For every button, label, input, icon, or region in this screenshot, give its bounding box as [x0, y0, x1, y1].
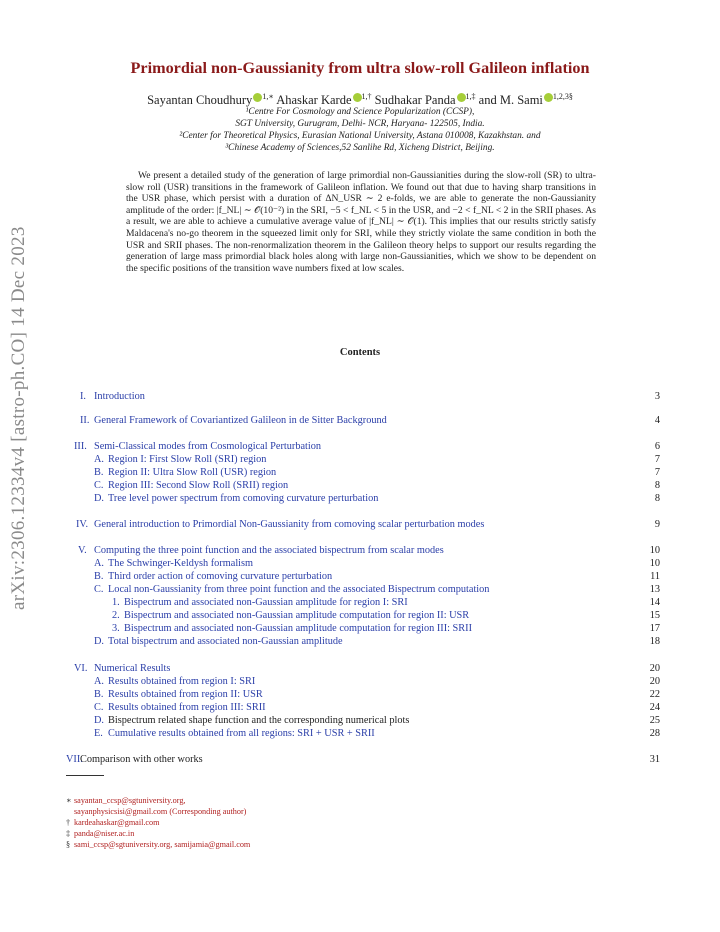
toc-entry[interactable]: [0, 635, 720, 648]
toc-label[interactable]: The Schwinger-Keldysh formalism: [108, 558, 254, 569]
toc-number: A.: [94, 558, 105, 569]
author-name: Ahaskar Karde: [276, 93, 352, 108]
author-sup: 1,∗: [262, 92, 274, 101]
toc-number: V.: [78, 545, 87, 556]
toc-page-number: 15: [649, 610, 660, 621]
toc-page-number: 11: [650, 571, 660, 582]
footnote-email-link[interactable]: kardeahaskar@gmail.com: [74, 818, 160, 827]
toc-entry[interactable]: [0, 466, 720, 479]
toc-page-number: 9: [654, 519, 660, 530]
toc-page-number: 20: [649, 676, 660, 687]
toc-label[interactable]: Results obtained from region III: SRII: [108, 702, 266, 713]
toc-label[interactable]: General introduction to Primordial Non-Gaussianity from comoving scalar perturbation modes: [94, 519, 485, 530]
toc-label[interactable]: Bispectrum and associated non-Gaussian amplitude for region I: SRI: [124, 597, 408, 608]
toc-page-number: 7: [654, 454, 660, 465]
toc-entry[interactable]: [0, 675, 720, 688]
toc-page-number: 17: [649, 623, 660, 634]
toc-number: 3.: [112, 623, 120, 634]
toc-entry[interactable]: [0, 714, 720, 727]
toc-page-number: 8: [654, 480, 660, 491]
toc-page-number: 31: [649, 754, 660, 765]
toc-number: C.: [94, 702, 104, 713]
footnote-email-link[interactable]: sami_ccsp@sgtuniversity.org, samijamia@gmail.com: [74, 840, 251, 849]
toc-label[interactable]: Comparison with other works: [80, 754, 203, 765]
toc-number: VI.: [74, 663, 88, 674]
author-name: Sudhakar Panda: [374, 93, 456, 108]
toc-entry[interactable]: [0, 440, 720, 453]
toc-entry[interactable]: [0, 596, 720, 609]
toc-entry[interactable]: [0, 479, 720, 492]
toc-entry[interactable]: [0, 390, 720, 403]
toc-label[interactable]: Bispectrum and associated non-Gaussian amplitude computation for region III: SRII: [124, 623, 473, 634]
toc-entry[interactable]: [0, 570, 720, 583]
toc-page-number: 25: [649, 715, 660, 726]
footnote: [66, 840, 250, 850]
toc-label[interactable]: Semi-Classical modes from Cosmological Perturbation: [94, 441, 322, 452]
toc-number: D.: [94, 636, 105, 647]
toc-entry[interactable]: [0, 557, 720, 570]
toc-label[interactable]: Introduction: [94, 391, 145, 402]
toc-page-number: 4: [654, 415, 660, 426]
footnote-mark: §: [66, 840, 71, 849]
affiliation-line: SGT University, Gurugram, Delhi- NCR, Haryana- 122505, India.: [235, 119, 485, 129]
toc-number: D.: [94, 715, 105, 726]
toc-entry[interactable]: [0, 727, 720, 740]
toc-entry[interactable]: [0, 544, 720, 557]
affiliation-line: ²Center for Theoretical Physics, Eurasian National University, Astana 010008, Kazakhstan. and: [179, 131, 541, 141]
abstract: We present a detailed study of the generation of large primordial non-Gaussianities during the slow-roll (SR) to ultra-slow roll (USR) transitions in the framework of Galileon inflation. We found out that due to having sharp transitions in the USR phase, which persist with a duration of ΔN_USR ∼ 2 e-folds, we are able to generate the non-Gaussianity amplitude of the order: |f_NL| ∼ 𝒪(10⁻²) in the SRI, −5 < f_NL < 5 in the USR, and −2 < f_NL < 2 in the SRII phases. As a result, we are able to achieve a cumulative average value of |f_NL| ∼ 𝒪(1). This implies that our results strictly satisfy Maldacena's no-go theorem in the squeezed limit only for SRI, while they strictly violate the same condition in both the USR and SRII phases. The non-renormalization theorem in the Galileon theory helps to support our results regarding the generation of large mass primordial black holes along with large non-Gaussianities, which we show to be dependent on the specific positions of the transition wave numbers fixed at low scales.: [126, 170, 596, 274]
toc-label[interactable]: Numerical Results: [94, 663, 171, 674]
toc-label[interactable]: Cumulative results obtained from all regions: SRI + USR + SRII: [108, 728, 375, 739]
toc-number: IV.: [76, 519, 89, 530]
toc-number: C.: [94, 584, 104, 595]
toc-page-number: 18: [649, 636, 660, 647]
toc-entry[interactable]: [0, 518, 720, 531]
toc-entry[interactable]: [0, 414, 720, 427]
affiliation-line: ³Chinese Academy of Sciences,52 Sanlihe Rd, Xicheng District, Beijing.: [225, 143, 495, 153]
toc-entry[interactable]: [0, 492, 720, 505]
toc-label[interactable]: Results obtained from region II: USR: [108, 689, 263, 700]
toc-number: C.: [94, 480, 104, 491]
toc-page-number: 10: [649, 558, 660, 569]
author-and: and: [478, 93, 497, 108]
footnote-mark: ∗: [66, 796, 72, 805]
toc-label[interactable]: Computing the three point function and the associated bispectrum from scalar modes: [94, 545, 444, 556]
toc-label[interactable]: Region III: Second Slow Roll (SRII) region: [108, 480, 289, 491]
author-sup: 1,†: [361, 92, 372, 101]
toc-entry[interactable]: [0, 688, 720, 701]
toc-label[interactable]: General Framework of Covariantized Galileon in de Sitter Background: [94, 415, 387, 426]
toc-entry[interactable]: [0, 701, 720, 714]
toc-number: E.: [94, 728, 103, 739]
toc-entry[interactable]: [0, 453, 720, 466]
toc-number: III.: [74, 441, 87, 452]
orcid-icon[interactable]: [253, 93, 262, 102]
footnote: [66, 829, 134, 839]
toc-label[interactable]: Local non-Gaussianity from three point function and the associated Bispectrum computation: [108, 584, 490, 595]
footnote-email-link[interactable]: panda@niser.ac.in: [74, 829, 135, 838]
toc-label[interactable]: Tree level power spectrum from comoving curvature perturbation: [108, 493, 379, 504]
footnote-email-link[interactable]: sayantan_ccsp@sgtuniversity.org,: [74, 796, 186, 805]
contents-heading: Contents: [339, 347, 381, 358]
author-name: M. Sami: [499, 93, 543, 108]
toc-page-number: 6: [654, 441, 660, 452]
toc-page-number: 20: [649, 663, 660, 674]
toc-label[interactable]: Region I: First Slow Roll (SRI) region: [108, 454, 267, 465]
footnote-email-link[interactable]: sayanphysicsisi@gmail.com (Corresponding author): [74, 807, 247, 816]
toc-entry[interactable]: [0, 662, 720, 675]
toc-page-number: 28: [649, 728, 660, 739]
toc-label[interactable]: Results obtained from region I: SRI: [108, 676, 256, 687]
arxiv-stamp: arXiv:2306.12334v4 [astro-ph.CO] 14 Dec 2023: [8, 226, 29, 610]
toc-label[interactable]: Third order action of comoving curvature perturbation: [108, 571, 333, 582]
paper-title: Primordial non-Gaussianity from ultra slow-roll Galileon inflation: [130, 59, 590, 77]
toc-page-number: 14: [649, 597, 660, 608]
footnote-rule: [66, 775, 104, 776]
footnote: [66, 818, 160, 828]
toc-page-number: 7: [654, 467, 660, 478]
toc-entry[interactable]: [0, 753, 720, 766]
author-sup: 1,‡: [465, 92, 476, 101]
toc-number: A.: [94, 454, 105, 465]
toc-number: VII.: [66, 754, 83, 765]
toc-number: II.: [80, 415, 90, 426]
toc-page-number: 24: [649, 702, 660, 713]
orcid-icon[interactable]: [457, 93, 466, 102]
toc-page-number: 22: [649, 689, 660, 700]
footnote-mark: †: [66, 818, 71, 827]
footnote: [66, 807, 246, 817]
toc-entry[interactable]: [0, 609, 720, 622]
toc-number: 1.: [112, 597, 120, 608]
footnote-mark: ‡: [66, 829, 71, 838]
orcid-icon[interactable]: [544, 93, 553, 102]
toc-entry[interactable]: [0, 622, 720, 635]
toc-number: 2.: [112, 610, 120, 621]
toc-number: B.: [94, 571, 104, 582]
toc-label[interactable]: Bispectrum related shape function and the corresponding numerical plots: [108, 715, 410, 726]
toc-number: B.: [94, 689, 104, 700]
toc-number: A.: [94, 676, 105, 687]
author-list: [0, 92, 720, 108]
toc-number: D.: [94, 493, 105, 504]
toc-number: B.: [94, 467, 104, 478]
toc-page-number: 8: [654, 493, 660, 504]
toc-page-number: 3: [654, 391, 660, 402]
toc-number: I.: [80, 391, 87, 402]
toc-page-number: 10: [649, 545, 660, 556]
toc-label[interactable]: Region II: Ultra Slow Roll (USR) region: [108, 467, 277, 478]
author-name: Sayantan Choudhury: [147, 93, 253, 108]
orcid-icon[interactable]: [353, 93, 362, 102]
toc-label[interactable]: Bispectrum and associated non-Gaussian amplitude computation for region II: USR: [124, 610, 470, 621]
affiliation-line: ¹Centre For Cosmology and Science Popularization (CCSP),: [245, 107, 475, 117]
author-sup: 1,2,3§: [552, 92, 573, 101]
toc-page-number: 13: [649, 584, 660, 595]
toc-label[interactable]: Total bispectrum and associated non-Gaussian amplitude: [108, 636, 343, 647]
footnote: [66, 796, 185, 806]
toc-entry[interactable]: [0, 583, 720, 596]
